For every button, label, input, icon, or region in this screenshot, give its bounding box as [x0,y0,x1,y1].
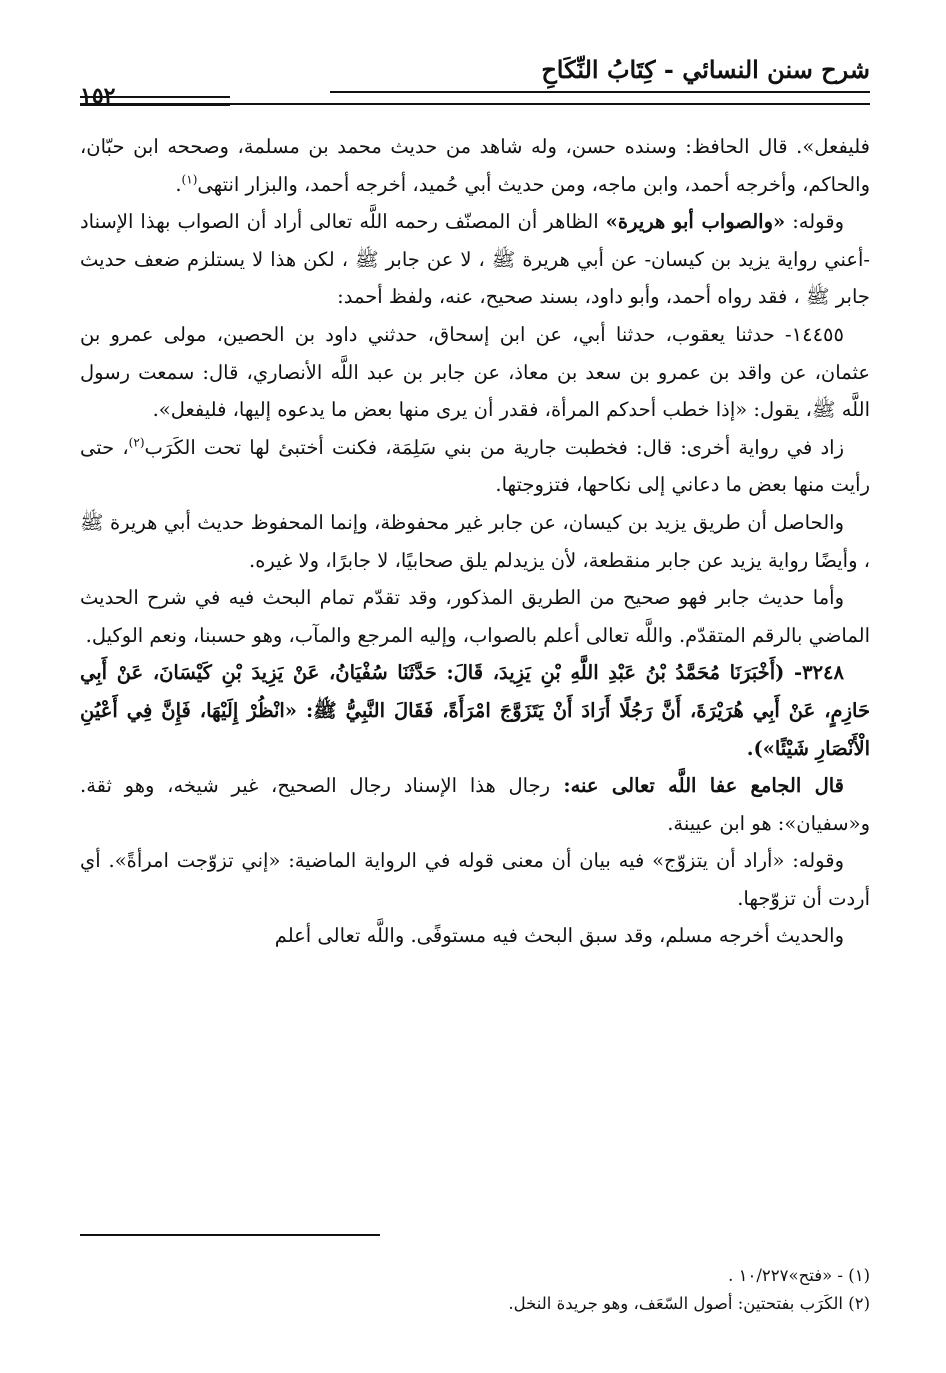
footnote-2: (٢) الكَرَب بفتحتين: أصول السّعَف، وهو جريدة النخل. [508,1294,870,1313]
paragraph-1 [80,128,870,203]
paragraph-4-text-a: زاد في رواية أخرى: قال: فخطبت جارية من بني سَلِمَة، فكنت أختبئ لها تحت الكَرَب [144,435,844,459]
page-header [80,55,870,110]
paragraph-2-quote: «والصواب أبو هريرة» [605,210,786,234]
footnotes [80,1262,870,1318]
header-rule-bottom [80,103,870,105]
paragraph-9: وقوله: «أراد أن يتزوّج» فيه بيان أن معنى قوله في الرواية الماضية: «إني تزوّجت امرأةً». أي أردت أن تزوّجها. [80,849,870,910]
paragraph-2-lead: وقوله: [785,210,844,234]
footnote-separator [80,1234,380,1236]
paragraph-10: والحديث أخرجه مسلم، وقد سبق البحث فيه مستوفًى. واللَّه تعالى أعلم [274,924,844,948]
hadith-3248: ٣٢٤٨- (أَخْبَرَنَا مُحَمَّدُ بْنُ عَبْدِ اللَّهِ بْنِ يَزِيدَ، قَالَ: حَدَّثَنَا سُفْيَانُ، عَنْ يَزِيدَ بْنِ كَيْسَانَ، عَنْ أَبِي حَازِمٍ، عَنْ أَبِي هُرَيْرَةَ، أَنَّ رَجُلًا أَرَادَ أَنْ يَتَزَوَّجَ امْرَأَةً، فَقَالَ النَّبِيُّ ﷺ: «انْظُرْ إِلَيْهَا، فَإِنَّ فِي أَعْيُنِ الْأَنْصَارِ شَيْئًا»). [80,661,870,760]
paragraph-5: والحاصل أن طريق يزيد بن كيسان، عن جابر غير محفوظة، وإنما المحفوظ حديث أبي هريرة ﷺ ، وأيضًا رواية يزيد عن جابر منقطعة، لأن يزيدلم يلق صحابيًا، لا جابرًا، ولا غيره. [80,510,870,572]
header-rule-top [330,91,870,93]
footnote-ref-2[interactable]: (٢) [128,435,145,450]
paragraph-6: وأما حديث جابر فهو صحيح من الطريق المذكور، وقد تقدّم تمام البحث فيه في شرح الحديث الماضي بالرقم المتقدّم. واللَّه تعالى أعلم بالصواب، وإليه المرجع والمآب، وهو حسبنا، ونعم الوكيل. [80,586,870,647]
paragraph-1-text: فليفعل». قال الحافظ: وسنده حسن، وله شاهد من حديث محمد بن مسلمة، وصححه ابن حبّان، والحاكم، وأخرجه أحمد، وابن ماجه، ومن حديث أبي حُميد، أخرجه أحمد، والبزار انتهى [80,135,870,196]
footnote-1: (١) - «فتح»١٠/٢٢٧ . [728,1266,870,1285]
paragraph-8 [80,767,870,842]
compiler-note-label: قال الجامع عفا اللَّه تعالى عنه: [550,774,845,798]
paragraph-2-text: الظاهر أن المصنّف رحمه اللَّه تعالى أراد أن الصواب بهذا الإسناد -أعني رواية يزيد بن كيسان- عن أبي هريرة ﷺ ، لا عن جابر ﷺ ، لكن هذا لا يستلزم ضعف حديث جابر ﷺ ، فقد رواه أحمد، وأبو داود، بسند صحيح، عنه، ولفظ أحمد: [80,210,870,309]
main-text [80,128,870,955]
running-title: شرح سنن النسائي - كِتَابُ النِّكَاحِ [541,55,870,84]
paragraph-4-text-b: ، حتى رأيت منها بعض ما دعاني إلى نكاحها، فتزوجتها. [80,435,870,497]
paragraph-2 [80,203,870,316]
paragraph-1-end: . [175,172,182,196]
paragraph-8-text: رجال هذا الإسناد رجال الصحيح، غير شيخه، وهو ثقة. و«سفيان»: هو ابن عيينة. [80,774,870,835]
page-number: ١٥٢ [80,83,116,109]
paragraph-4 [80,429,870,504]
footnote-ref-1[interactable]: (١) [181,172,198,187]
paragraph-3-hadith-14455: ١٤٤٥٥- حدثنا يعقوب، حدثنا أبي، عن ابن إسحاق، حدثني داود بن الحصين، مولى عمرو بن عثمان، عن واقد بن عمرو بن سعد بن معاذ، عن جابر بن عبد اللَّه الأنصاري، قال: سمعت رسول اللَّه ﷺ، يقول: «إذا خطب أحدكم المرأة، فقدر أن يرى منها بعض ما يدعوه إليها، فليفعل». [80,322,870,422]
